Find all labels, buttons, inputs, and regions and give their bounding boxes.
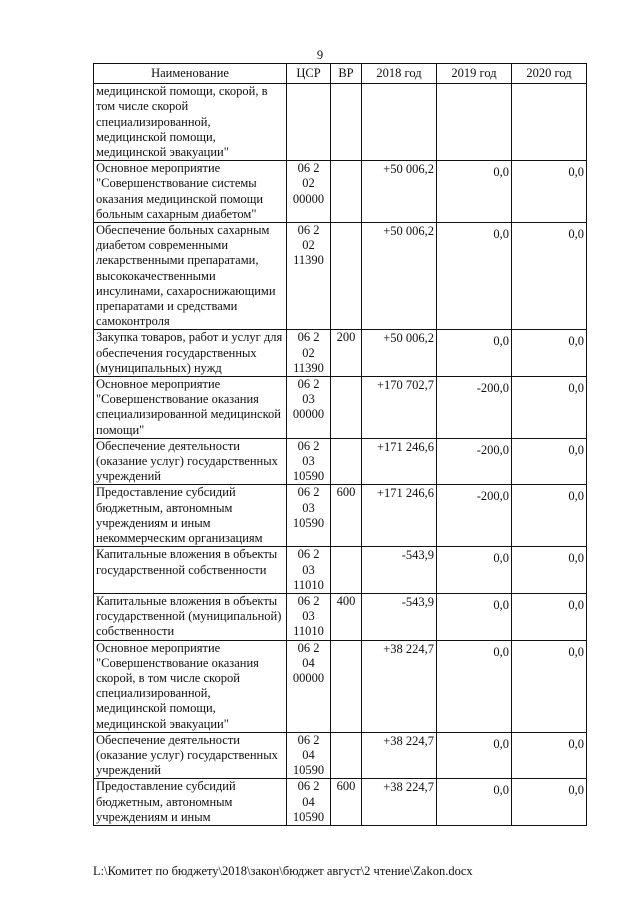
table-row bbox=[94, 779, 587, 826]
row-2020: 0,0 bbox=[512, 161, 587, 223]
row-2018: +171 246,6 bbox=[362, 438, 437, 485]
csr-code-part: 04 bbox=[302, 655, 315, 670]
row-2019 bbox=[437, 84, 512, 161]
budget-table bbox=[93, 63, 587, 826]
row-name: Предоставление субсидий бюджетным, автономным учреждениям и иным bbox=[94, 779, 287, 826]
csr-code-part: 06 2 bbox=[297, 593, 320, 608]
row-2019: 0,0 bbox=[437, 593, 512, 640]
csr-code-part: 02 bbox=[302, 345, 315, 360]
csr-code-part: 11390 bbox=[293, 253, 324, 268]
row-2018: +171 246,6 bbox=[362, 485, 437, 547]
row-2018: +50 006,2 bbox=[362, 330, 437, 377]
csr-code-part: 06 2 bbox=[297, 377, 320, 392]
row-2020: 0,0 bbox=[512, 547, 587, 594]
row-2020: 0,0 bbox=[512, 732, 587, 779]
csr-code-part: 00000 bbox=[292, 407, 325, 422]
row-vr: 600 bbox=[331, 485, 362, 547]
table-row bbox=[94, 640, 587, 732]
row-2018: +38 224,7 bbox=[362, 732, 437, 779]
row-2019: -200,0 bbox=[437, 438, 512, 485]
csr-code-part: 03 bbox=[302, 500, 315, 515]
table-row bbox=[94, 223, 587, 330]
csr-code-part: 03 bbox=[302, 562, 315, 577]
row-vr bbox=[331, 732, 362, 779]
csr-code-part: 10590 bbox=[292, 809, 325, 824]
row-vr: 600 bbox=[331, 779, 362, 826]
row-2019: 0,0 bbox=[437, 330, 512, 377]
header-2018: 2018 год bbox=[362, 64, 437, 84]
csr-code-part: 11390 bbox=[293, 360, 324, 375]
row-2020: 0,0 bbox=[512, 640, 587, 732]
table-row bbox=[94, 84, 587, 161]
csr-code-part: 06 2 bbox=[297, 438, 320, 453]
header-2020: 2020 год bbox=[512, 64, 587, 84]
page-number: 9 bbox=[316, 48, 324, 62]
table-row bbox=[94, 547, 587, 594]
header-2019: 2019 год bbox=[437, 64, 512, 84]
row-name: Основное мероприятие "Совершенствование оказания скорой, в том числе скорой специализированной, медицинской помощи, медицинской эвакуации" bbox=[94, 640, 287, 732]
csr-code-part: 06 2 bbox=[297, 547, 320, 562]
row-name: Капитальные вложения в объекты государственной собственности bbox=[94, 547, 287, 594]
table-body bbox=[94, 84, 587, 826]
file-path-footer: L:\Комитет по бюджету\2018\закон\бюджет август\2 чтение\Zakon.docx bbox=[93, 864, 473, 878]
row-2020: 0,0 bbox=[512, 438, 587, 485]
csr-code-part: 00000 bbox=[292, 670, 325, 685]
row-csr bbox=[287, 640, 331, 732]
row-2020: 0,0 bbox=[512, 330, 587, 377]
row-2018: +50 006,2 bbox=[362, 161, 437, 223]
row-name: Капитальные вложения в объекты государственной (муниципальной) собственности bbox=[94, 593, 287, 640]
csr-code-part: 10590 bbox=[292, 469, 325, 484]
row-csr bbox=[287, 223, 331, 330]
row-csr bbox=[287, 438, 331, 485]
row-2020: 0,0 bbox=[512, 485, 587, 547]
csr-code-part: 11010 bbox=[293, 577, 324, 592]
row-vr bbox=[331, 547, 362, 594]
csr-code-part: 03 bbox=[302, 392, 315, 407]
row-name: медицинской помощи, скорой, в том числе скорой специализированной, медицинской помощи, медицинской эвакуации" bbox=[94, 84, 287, 161]
csr-code-part: 06 2 bbox=[297, 485, 320, 500]
csr-code-part: 00000 bbox=[292, 191, 325, 206]
row-csr bbox=[287, 84, 331, 161]
row-2018: -543,9 bbox=[362, 593, 437, 640]
row-vr bbox=[331, 161, 362, 223]
row-2019: 0,0 bbox=[437, 779, 512, 826]
row-2020: 0,0 bbox=[512, 377, 587, 439]
row-csr bbox=[287, 732, 331, 779]
row-vr bbox=[331, 438, 362, 485]
csr-code-part: 06 2 bbox=[297, 640, 320, 655]
row-vr bbox=[331, 640, 362, 732]
header-csr: ЦСР bbox=[287, 64, 331, 84]
row-2018 bbox=[362, 84, 437, 161]
row-2019: 0,0 bbox=[437, 640, 512, 732]
csr-code-part: 06 2 bbox=[297, 330, 320, 345]
header-vr: ВР bbox=[331, 64, 362, 84]
csr-code-part: 02 bbox=[302, 176, 315, 191]
row-vr bbox=[331, 84, 362, 161]
csr-code-part: 03 bbox=[302, 454, 315, 469]
row-2019: 0,0 bbox=[437, 223, 512, 330]
csr-code-part: 06 2 bbox=[297, 732, 320, 747]
row-2018: -543,9 bbox=[362, 547, 437, 594]
csr-code-part: 06 2 bbox=[297, 779, 320, 794]
table-row bbox=[94, 438, 587, 485]
row-vr bbox=[331, 377, 362, 439]
csr-code-part: 06 2 bbox=[297, 161, 320, 176]
row-2018: +38 224,7 bbox=[362, 640, 437, 732]
table-header-row bbox=[94, 64, 587, 84]
csr-code-part: 10590 bbox=[292, 515, 325, 530]
row-vr: 400 bbox=[331, 593, 362, 640]
row-vr bbox=[331, 223, 362, 330]
row-csr bbox=[287, 593, 331, 640]
row-2018: +170 702,7 bbox=[362, 377, 437, 439]
row-2019: 0,0 bbox=[437, 547, 512, 594]
row-csr bbox=[287, 547, 331, 594]
table-row bbox=[94, 732, 587, 779]
row-name: Предоставление субсидий бюджетным, автономным учреждениям и иным некоммерческим организациям bbox=[94, 485, 287, 547]
row-2019: 0,0 bbox=[437, 161, 512, 223]
row-csr bbox=[287, 330, 331, 377]
row-name: Обеспечение больных сахарным диабетом современными лекарственными препаратами, высококачественными инсулинами, сахароснижающими препаратами и средствами самоконтроля bbox=[94, 223, 287, 330]
csr-code-part: 06 2 bbox=[297, 223, 320, 238]
row-name: Основное мероприятие "Совершенствование оказания специализированной медицинской помощи" bbox=[94, 377, 287, 439]
table-row bbox=[94, 330, 587, 377]
row-csr bbox=[287, 485, 331, 547]
row-name: Закупка товаров, работ и услуг для обеспечения государственных (муниципальных) нужд bbox=[94, 330, 287, 377]
row-2018: +38 224,7 bbox=[362, 779, 437, 826]
table-row bbox=[94, 485, 587, 547]
row-2018: +50 006,2 bbox=[362, 223, 437, 330]
row-name: Обеспечение деятельности (оказание услуг) государственных учреждений bbox=[94, 732, 287, 779]
csr-code-part: 11010 bbox=[293, 624, 324, 639]
csr-code-part: 04 bbox=[302, 794, 315, 809]
table-row bbox=[94, 593, 587, 640]
row-2019: -200,0 bbox=[437, 485, 512, 547]
csr-code-part: 03 bbox=[302, 609, 315, 624]
row-2020: 0,0 bbox=[512, 593, 587, 640]
row-2019: -200,0 bbox=[437, 377, 512, 439]
row-2020: 0,0 bbox=[512, 223, 587, 330]
row-vr: 200 bbox=[331, 330, 362, 377]
row-2020 bbox=[512, 84, 587, 161]
row-name: Обеспечение деятельности (оказание услуг) государственных учреждений bbox=[94, 438, 287, 485]
csr-code-part: 10590 bbox=[292, 763, 325, 778]
csr-code-part: 02 bbox=[302, 238, 315, 253]
table-row bbox=[94, 377, 587, 439]
row-csr bbox=[287, 779, 331, 826]
row-2019: 0,0 bbox=[437, 732, 512, 779]
row-csr bbox=[287, 161, 331, 223]
row-csr bbox=[287, 377, 331, 439]
row-2020: 0,0 bbox=[512, 779, 587, 826]
csr-code-part: 04 bbox=[302, 747, 315, 762]
row-name: Основное мероприятие "Совершенствование системы оказания медицинской помощи больным сахарным диабетом" bbox=[94, 161, 287, 223]
table-row bbox=[94, 161, 587, 223]
header-name: Наименование bbox=[94, 64, 287, 84]
